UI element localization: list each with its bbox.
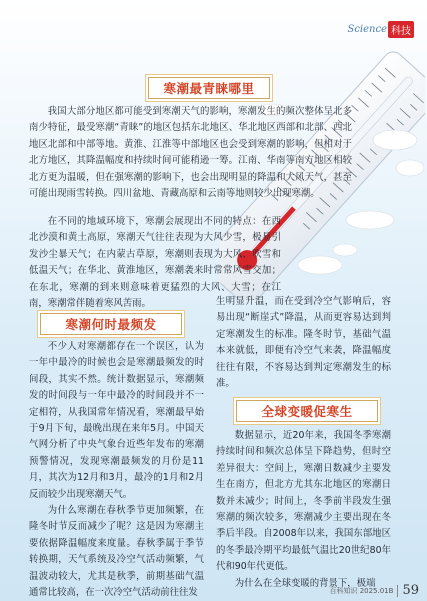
page-number: 59: [402, 583, 419, 598]
paragraph: 为什么在全球变暖的背景下，极端: [234, 577, 376, 589]
journal-name: 百科知识 2025.01B: [329, 586, 394, 595]
paragraph: 生明显升温，而在受到冷空气影响后，容易出现“断崖式”降温，从而更容易达到判定寒潮发生的标准。隆冬时节，基础气温本来就低，即便有冷空气来袭，降温幅度往往有限，不容易达到判定寒潮发生的标准。: [216, 296, 391, 390]
section-title-3-text: 全球变暖促寒生: [261, 404, 353, 419]
section-1-text: [29, 104, 352, 202]
section-2-text: [29, 339, 204, 601]
paragraph: 数据显示，近20年来，我国冬季寒潮持续时间和频次总体呈下降趋势，但时空差异很大：空间上，寒潮日数减少主要发生在南方，但北方尤其东北地区的寒潮日数并未减少；时间上，冬季前半段发生强寒潮的频次较多，寒潮减少主要出现在冬季后半段。自2008年以来，我国东部地区的冬季最冷期平均最低气温比20世纪80年代和90年代更低。: [216, 430, 391, 573]
section-title-1: [148, 77, 270, 99]
column-tag: 科技: [388, 21, 414, 38]
page-footer: [329, 583, 419, 598]
paragraph: 为什么寒潮在春秋季节更加频繁，在隆冬时节反而减少了呢？这是因为寒潮主要依据降温幅度来度量。春秋季属于季节转换期，天气系统及冷空气活动频繁，气温波动较大，尤其是秋季，前期基础气温通常比较高，在一次冷空气活动前往往发: [29, 505, 204, 599]
footer-divider: [397, 585, 398, 597]
section-title-1-text: 寒潮最青睐哪里: [163, 81, 255, 96]
paragraph: 我国大部分地区都可能受到寒潮天气的影响，寒潮发生的频次整体呈北多南少特征，最受寒潮“青睐”的地区包括东北地区、华北地区西部和北部、西北地区北部和中部等地。黄淮、江淮等中部地区也会受到寒潮的影响，但相对于北方地区，其降温幅度和持续时间可能稍逊一筹。江南、华南等南方地区相较北方更为温暖，但在强寒潮的影响下，也会出现明显的降温和大风天气，甚至可能出现雨雪转换。四川盆地、青藏高原和云南等地则较少出现寒潮。: [29, 106, 352, 200]
section-3-text: [216, 428, 391, 592]
section-title-2: [40, 313, 182, 335]
page-header: [0, 0, 427, 42]
paragraph: 不少人对寒潮都存在一个误区，认为一年中最冷的时候也会是寒潮最频发的时间段，其实不然。统计数据显示，寒潮频发的时间段与一年中最冷的时间段并不一定相符，从我国常年情况看，寒潮最早始于9月下旬，最晚出现在来年5月。中国天气网分析了中央气象台近些年发布的寒潮预警情况，发现寒潮最频发的月份是11月，其次为12月和3月，最冷的1月和2月反而较少出现寒潮天气。: [29, 341, 204, 500]
section-title-3: [236, 400, 378, 422]
science-label: Science: [347, 24, 387, 35]
section-title-2-text: 寒潮何时最频发: [65, 317, 157, 332]
right-column-text: [216, 294, 391, 392]
paragraph: 在不同的地域环境下，寒潮会展现出不同的特点：在西北沙漠和黄土高原，寒潮天气往往表现为大风少雪，极易引发沙尘暴天气；在内蒙古草原，寒潮则表现为大风、吹雪和低温天气；在华北、黄淮地区，寒潮袭来时常常风雪交加；在东北，寒潮的到来则意味着更猛烈的大风、大雪；在江南，寒潮常伴随着寒风苦雨。: [29, 216, 281, 310]
